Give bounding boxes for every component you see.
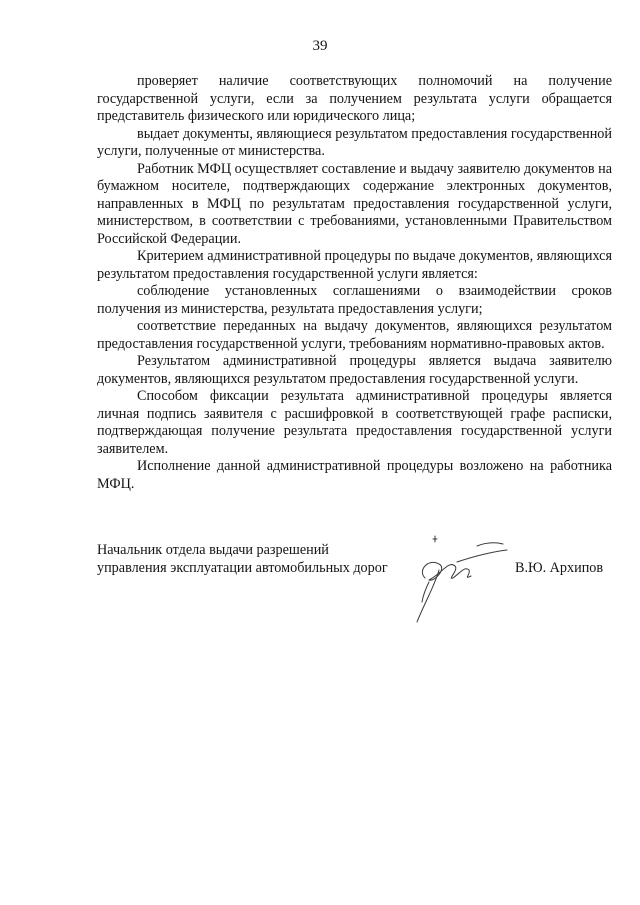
document-body bbox=[97, 73, 612, 493]
paragraph-compliance: соответствие переданных на выдачу документов, являющихся результатом предоставления государственной услуги, требованиям нормативно-правовых актов. bbox=[97, 318, 612, 352]
signatory-position-line-2: управления эксплуатации автомобильных дорог bbox=[97, 559, 388, 576]
handwritten-signature-icon bbox=[395, 530, 525, 625]
page-number: 39 bbox=[312, 38, 328, 54]
signature-block bbox=[97, 542, 617, 577]
paragraph-fixation: Способом фиксации результата административной процедуры является личная подпись заявителя с расшифровкой в соответствующей графе расписки, подтверждающая получение результата предоставления государственной услуги заявителем. bbox=[97, 388, 612, 457]
paragraph-criterion: Критерием административной процедуры по выдаче документов, являющихся результатом предоставления государственной услуги является: bbox=[97, 248, 612, 282]
paragraph-mfc-worker: Работник МФЦ осуществляет составление и выдачу заявителю документов на бумажном носителе, подтверждающих содержание электронных документов, направленных в МФЦ по результатам предоставления государственной услуги, министерством, в соответствии с требованиями, установленными Правительством Российской Федерации. bbox=[97, 160, 612, 247]
signatory-name: В.Ю. Архипов bbox=[515, 559, 604, 576]
paragraph-result: Результатом административной процедуры является выдача заявителю документов, являющихся результатом предоставления государственной услуги. bbox=[97, 353, 612, 387]
signatory-position-line-1: Начальник отдела выдачи разрешений bbox=[97, 542, 329, 558]
paragraph-issues-documents: выдает документы, являющиеся результатом предоставления государственной услуги, полученные от министерства. bbox=[97, 125, 612, 159]
paragraph-deadlines: соблюдение установленных соглашениями о взаимодействии сроков получения из министерства, результата предоставления услуги; bbox=[97, 283, 612, 317]
paragraph-execution: Исполнение данной административной процедуры возложено на работника МФЦ. bbox=[97, 458, 612, 492]
paragraph-checks-authority: проверяет наличие соответствующих полномочий на получение государственной услуги, если за получением результата услуги обращается представитель физического или юридического лица; bbox=[97, 73, 612, 124]
